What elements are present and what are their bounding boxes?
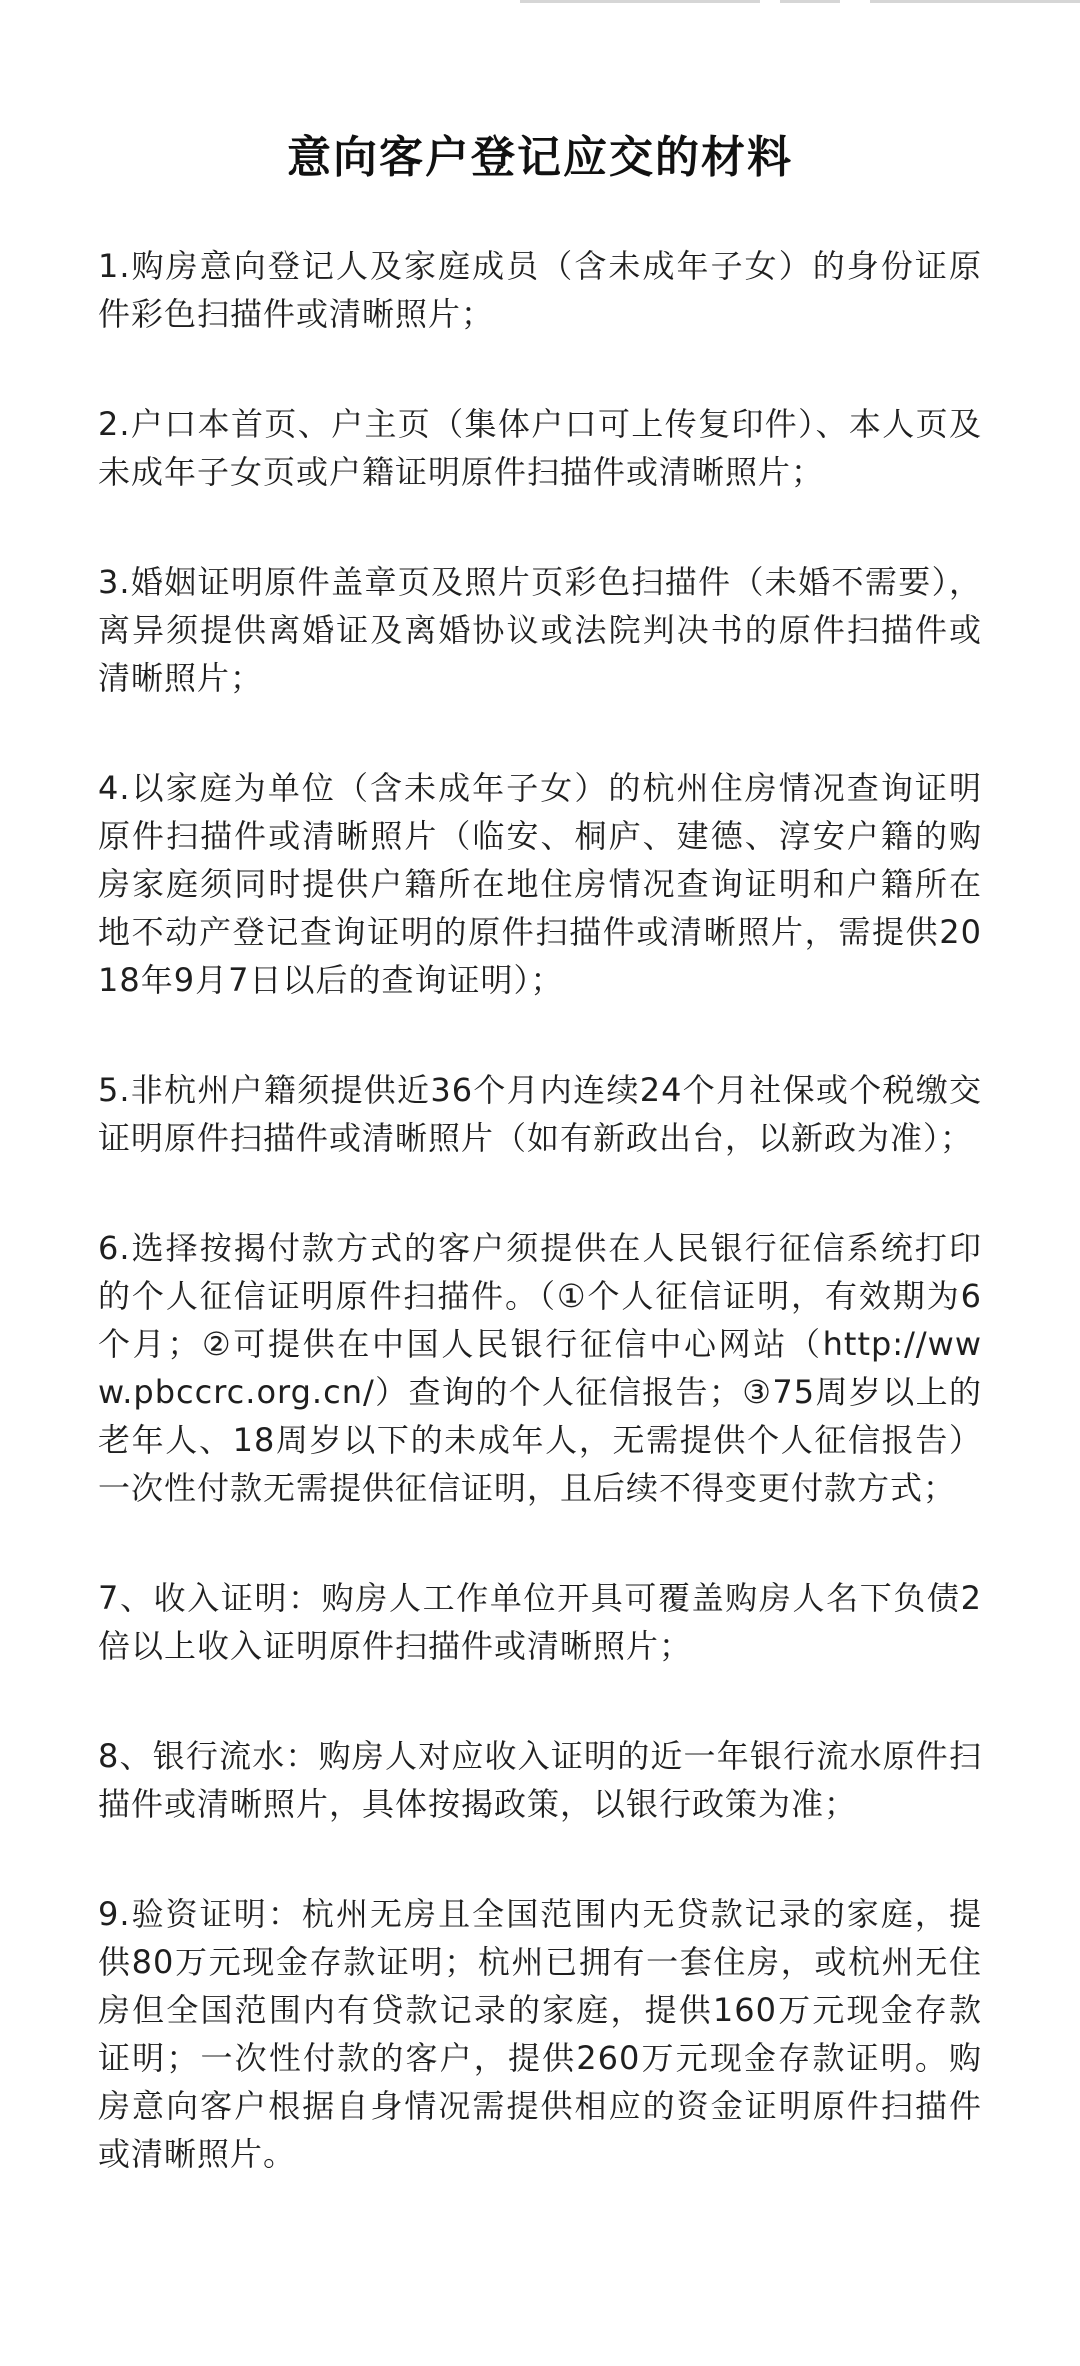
materials-list <box>98 242 982 2178</box>
top-edge-mark <box>870 0 1080 3</box>
top-edge-mark <box>780 0 840 3</box>
material-item-9: 9.验资证明：杭州无房且全国范围内无贷款记录的家庭，提供80万元现金存款证明；杭州已拥有一套住房，或杭州无住房但全国范围内有贷款记录的家庭，提供160万元现金存款证明；一次性付款的客户，提供260万元现金存款证明。购房意向客户根据自身情况需提供相应的资金证明原件扫描件或清晰照片。 <box>98 1895 982 2173</box>
top-edge-strip <box>0 0 1080 6</box>
material-item-7: 7、收入证明：购房人工作单位开具可覆盖购房人名下负债2倍以上收入证明原件扫描件或清晰照片； <box>98 1579 982 1665</box>
material-item-4: 4.以家庭为单位（含未成年子女）的杭州住房情况查询证明原件扫描件或清晰照片（临安、桐庐、建德、淳安户籍的购房家庭须同时提供户籍所在地住房情况查询证明和户籍所在地不动产登记查询证明的原件扫描件或清晰照片，需提供2018年9月7日以后的查询证明）； <box>98 769 982 999</box>
material-item-6: 6.选择按揭付款方式的客户须提供在人民银行征信系统打印的个人征信证明原件扫描件。（①个人征信证明，有效期为6个月；②可提供在中国人民银行征信中心网站（http://www.pbccrc.org.cn/）查询的个人征信报告；③75周岁以上的老年人、18周岁以下的未成年人，无需提供个人征信报告）一次性付款无需提供征信证明，且后续不得变更付款方式； <box>98 1229 982 1507</box>
top-edge-mark <box>520 0 760 3</box>
material-item-2: 2.户口本首页、户主页（集体户口可上传复印件）、本人页及未成年子女页或户籍证明原件扫描件或清晰照片； <box>98 405 982 491</box>
document-title: 意向客户登记应交的材料 <box>287 132 793 183</box>
material-item-3: 3.婚姻证明原件盖章页及照片页彩色扫描件（未婚不需要），离异须提供离婚证及离婚协议或法院判决书的原件扫描件或清晰照片； <box>98 563 982 697</box>
material-item-8: 8、银行流水：购房人对应收入证明的近一年银行流水原件扫描件或清晰照片，具体按揭政策，以银行政策为准； <box>98 1737 982 1823</box>
material-item-1: 1.购房意向登记人及家庭成员（含未成年子女）的身份证原件彩色扫描件或清晰照片； <box>98 247 982 333</box>
material-item-5: 5.非杭州户籍须提供近36个月内连续24个月社保或个税缴交证明原件扫描件或清晰照片（如有新政出台，以新政为准）； <box>98 1071 982 1157</box>
document-page <box>98 128 982 2240</box>
